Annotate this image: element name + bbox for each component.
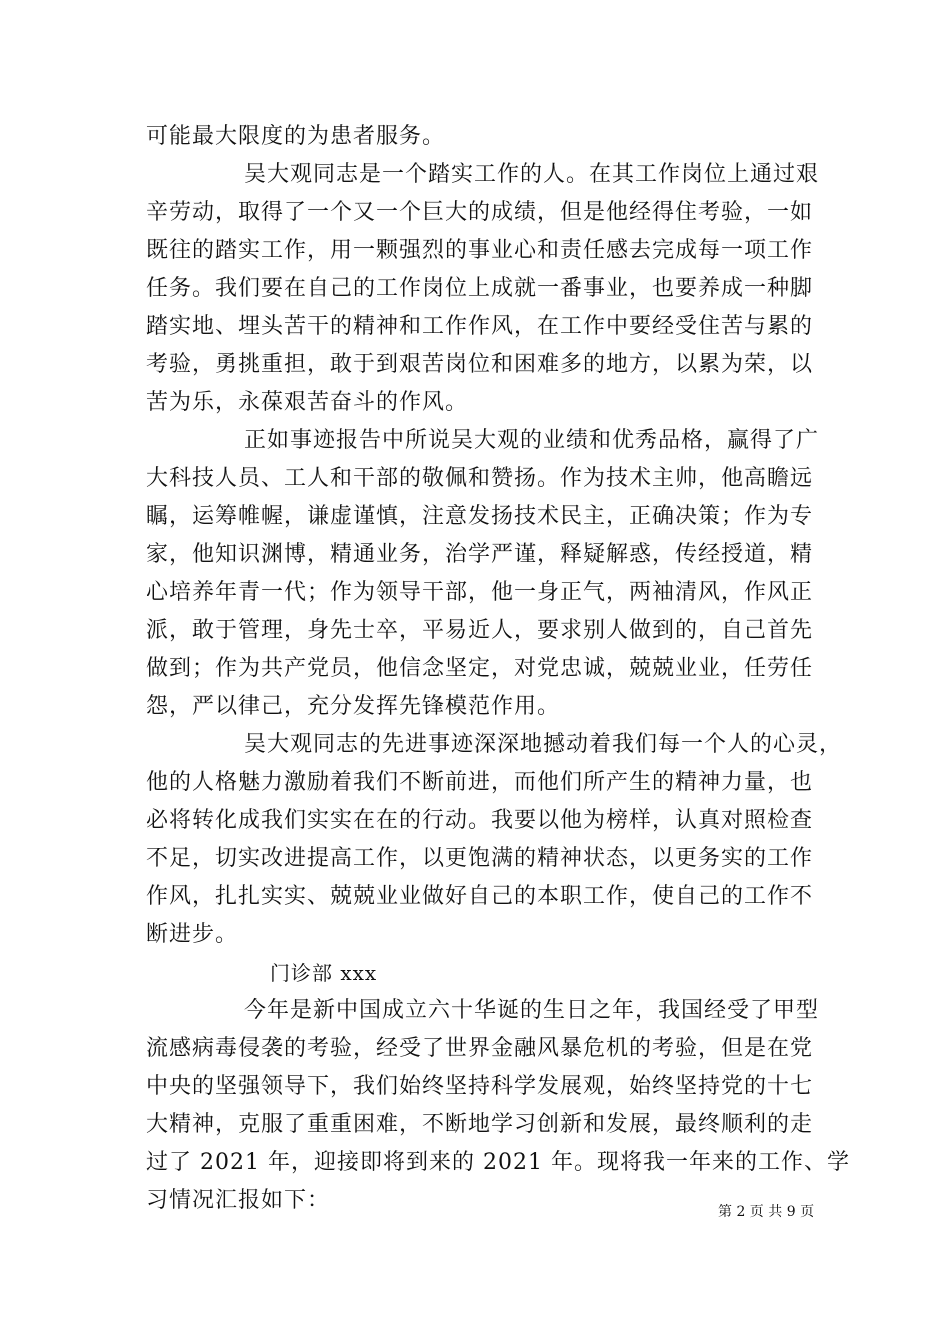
text-line: 做到；作为共产党员，他信念坚定，对党忠诚，兢兢业业，任劳任 [146,656,814,681]
text-line: 中央的坚强领导下，我们始终坚持科学发展观，始终坚持党的十七 [146,1074,814,1099]
paragraph-first-line: 吴大观同志是一个踏实工作的人。在其工作岗位上通过艰 [244,162,820,187]
text-line: 流感病毒侵袭的考验，经受了世界金融风暴危机的考验，但是在党 [146,1036,814,1061]
text-line: 可能最大限度的为患者服务。 [146,124,446,149]
text-line: 大科技人员、工人和干部的敬佩和赞扬。作为技术主帅，他高瞻远 [146,466,814,491]
page-number-footer: 第 2 页 共 9 页 [718,1204,815,1220]
text-line: 辛劳动，取得了一个又一个巨大的成绩，但是他经得住考验，一如 [146,200,814,225]
text-line: 大精神，克服了重重困难，不断地学习创新和发展，最终顺利的走 [146,1112,814,1137]
text-line: 踏实地、埋头苦干的精神和工作作风，在工作中要经受住苦与累的 [146,314,814,339]
text-line: 断进步。 [146,922,239,947]
text-line: 家，他知识渊博，精通业务，治学严谨，释疑解惑，传经授道，精 [146,542,814,567]
paragraph-first-line: 吴大观同志的先进事迹深深地撼动着我们每一个人的心灵， [244,732,843,757]
text-line: 必将转化成我们实实在在的行动。我要以他为榜样，认真对照检查 [146,808,814,833]
text-line: 考验，勇挑重担，敢于到艰苦岗位和困难多的地方，以累为荣，以 [146,352,814,377]
text-line: 他的人格魅力激励着我们不断前进，而他们所产生的精神力量，也 [146,770,814,795]
text-line: 不足，切实改进提高工作，以更饱满的精神状态，以更务实的工作 [146,846,814,871]
text-line: 习情况汇报如下： [146,1188,331,1213]
text-line: 作风，扎扎实实、兢兢业业做好自己的本职工作，使自己的工作不 [146,884,814,909]
text-line: 任务。我们要在自己的工作岗位上成就一番事业，也要养成一种脚 [146,276,814,301]
text-line: 心培养年青一代；作为领导干部，他一身正气，两袖清风，作风正 [146,580,814,605]
text-line: 既往的踏实工作，用一颗强烈的事业心和责任感去完成每一项工作 [146,238,814,263]
text-line: 过了 2021 年，迎接即将到来的 2021 年。现将我一年来的工作、学 [146,1150,850,1175]
signature-line: 门诊部 xxx [270,961,378,985]
text-line: 派，敢于管理，身先士卒，平易近人，要求别人做到的，自己首先 [146,618,814,643]
text-line: 怨，严以律己，充分发挥先锋模范作用。 [146,694,561,719]
text-line: 瞩，运筹帷幄，谦虚谨慎，注意发扬技术民主，正确决策；作为专 [146,504,814,529]
paragraph-first-line: 正如事迹报告中所说吴大观的业绩和优秀品格，赢得了广 [244,428,820,453]
text-line: 苦为乐，永葆艰苦奋斗的作风。 [146,390,469,415]
paragraph-first-line: 今年是新中国成立六十华诞的生日之年，我国经受了甲型 [244,998,820,1023]
